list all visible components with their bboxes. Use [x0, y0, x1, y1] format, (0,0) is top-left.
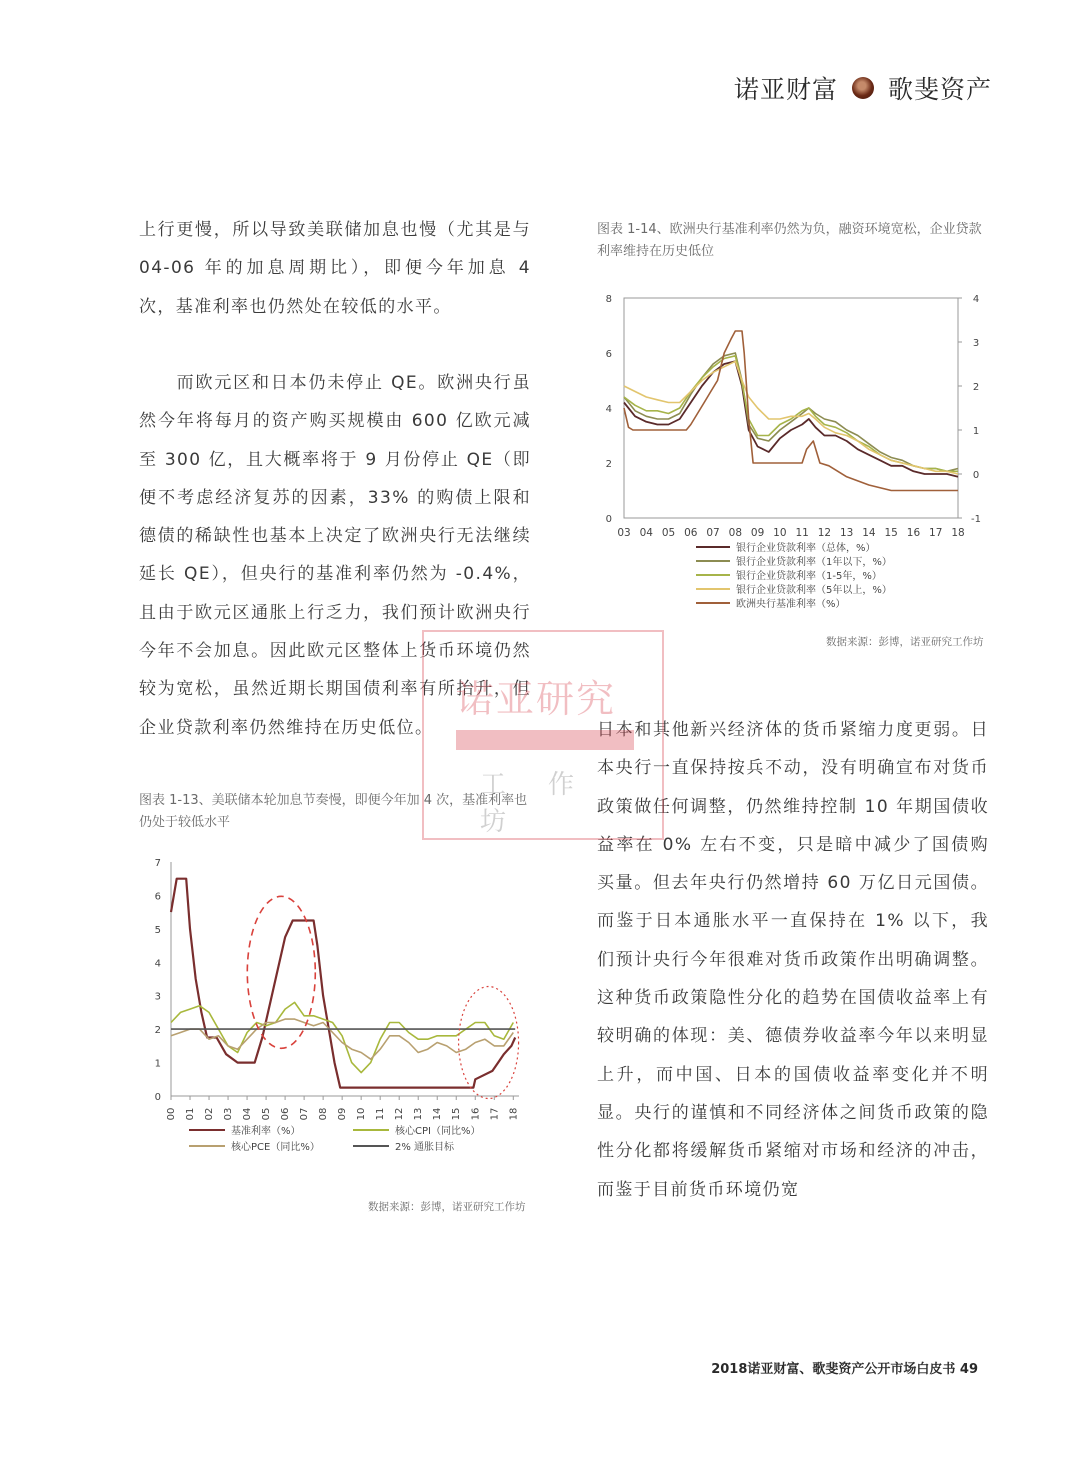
y-right-tick-label: 1 — [972, 426, 980, 437]
legend-label: 基准利率（%） — [231, 1126, 301, 1137]
page-footer — [711, 1358, 978, 1377]
x-tick-label: 10 — [356, 1107, 368, 1121]
x-tick-label: 05 — [261, 1107, 273, 1121]
brand-logo-icon — [852, 77, 874, 99]
brand-right: 歌斐资产 — [887, 75, 992, 104]
legend-label: 银行企业贷款利率（1-5年，%） — [736, 571, 882, 582]
x-tick-label: 05 — [661, 527, 676, 539]
y-tick-label: 6 — [154, 891, 161, 903]
y-left-tick-label: 2 — [605, 459, 612, 470]
legend-label: 银行企业贷款利率（5年以上，%） — [736, 585, 892, 596]
y-left-tick-label: 0 — [605, 514, 612, 525]
y-right-tick-label: 4 — [972, 294, 980, 305]
page-header — [734, 66, 992, 110]
y-tick-label: 2 — [154, 1025, 161, 1037]
x-tick-label: 09 — [337, 1107, 349, 1121]
legend-label: 银行企业贷款利率（总体，%） — [736, 543, 876, 554]
x-tick-label: 14 — [432, 1107, 444, 1121]
x-tick-label: 10 — [773, 527, 787, 539]
watermark-title: 诺亚研究 — [456, 677, 617, 721]
figure14-svg — [590, 284, 1000, 614]
watermark-sub: 工作坊 — [480, 770, 617, 837]
y-left-tick-label: 6 — [605, 349, 612, 360]
x-tick-label: 11 — [375, 1107, 387, 1121]
x-tick-label: 17 — [929, 527, 943, 539]
x-tick-label: 07 — [706, 527, 720, 539]
x-tick-label: 16 — [906, 527, 921, 539]
series-line — [171, 879, 515, 1088]
x-tick-label: 17 — [489, 1107, 501, 1121]
y-left-tick-label: 8 — [605, 294, 612, 305]
figure14-source: 数据来源：彭博，诺亚研究工作坊 — [826, 636, 984, 648]
x-tick-label: 13 — [839, 527, 854, 539]
y-right-tick-label: 3 — [972, 338, 980, 349]
series-line — [171, 1002, 513, 1072]
x-tick-label: 06 — [280, 1107, 292, 1121]
plot-frame — [624, 298, 958, 518]
x-tick-label: 01 — [185, 1107, 197, 1121]
x-tick-label: 00 — [166, 1107, 177, 1121]
page-number: 49 — [959, 1362, 978, 1377]
x-tick-label: 08 — [318, 1107, 330, 1121]
x-tick-label: 06 — [684, 527, 698, 539]
figure13-chart — [139, 850, 539, 1160]
series-line — [171, 1019, 513, 1059]
x-tick-label: 07 — [299, 1107, 311, 1121]
y-tick-label: 0 — [154, 1092, 161, 1103]
x-tick-label: 03 — [617, 527, 631, 539]
left-paragraph-2: 而欧元区和日本仍未停止 QE。欧洲央行虽然今年将每月的资产购买规模由 600 亿欧元减至 300 亿，且大概率将于 9 月份停止 QE（即便不考虑经济复苏的因素，33% 的购债上限和德债的稀缺性也基本上决定了欧洲央行无法继续延长 QE），但央行的基准利率仍然为 -0.4%，且由于欧元区通胀上行乏力，我们预计欧洲央行今年不会加息。因此欧元区整体上货币环境仍然较为宽松，虽然近期长期国债利率有所抬升，但企业贷款利率仍然维持在历史低位。 — [139, 373, 531, 738]
x-tick-label: 08 — [728, 527, 743, 539]
legend-label: 2% 通胀目标 — [395, 1142, 455, 1153]
y-left-tick-label: 4 — [605, 404, 612, 415]
series-line — [624, 356, 958, 472]
x-tick-label: 09 — [750, 527, 765, 539]
x-tick-label: 13 — [413, 1107, 425, 1121]
x-tick-label: 03 — [223, 1107, 235, 1121]
x-tick-label: 02 — [204, 1107, 216, 1121]
legend-label: 核心CPI（同比%） — [395, 1126, 481, 1137]
y-tick-label: 3 — [154, 991, 161, 1003]
x-tick-label: 18 — [508, 1107, 520, 1121]
y-right-tick-label: 0 — [972, 470, 980, 481]
brand-left: 诺亚财富 — [733, 75, 838, 104]
series-line — [624, 361, 958, 474]
legend-label: 银行企业贷款利率（1年以下，%） — [736, 557, 892, 568]
figure13-svg — [139, 850, 539, 1160]
y-right-tick-label: 2 — [972, 382, 980, 393]
series-line — [624, 353, 958, 471]
x-tick-label: 11 — [795, 527, 809, 539]
x-tick-label: 12 — [394, 1107, 406, 1121]
x-tick-label: 04 — [639, 527, 653, 539]
highlight-ellipse-2004 — [247, 896, 315, 1048]
x-tick-label: 16 — [470, 1107, 482, 1121]
x-tick-label: 15 — [451, 1107, 463, 1121]
x-tick-label: 14 — [862, 527, 876, 539]
legend-label: 欧洲央行基准利率（%） — [736, 599, 846, 610]
figure13-source: 数据来源：彭博，诺亚研究工作坊 — [368, 1201, 526, 1213]
y-tick-label: 5 — [154, 924, 161, 936]
figure14-chart — [590, 284, 1000, 614]
x-tick-label: 12 — [817, 527, 832, 539]
y-tick-label: 4 — [154, 958, 161, 970]
y-tick-label: 1 — [154, 1058, 161, 1070]
y-right-tick-label: -1 — [971, 514, 981, 525]
figure14-caption: 图表 1-14、欧洲央行基准利率仍然为负，融资环境宽松，企业贷款利率维持在历史低位 — [597, 222, 982, 259]
x-tick-label: 18 — [951, 527, 965, 539]
left-paragraph-1: 上行更慢，所以导致美联储加息也慢（尤其是与 04-06 年的加息周期比），即便今年加息 4 次，基准利率也仍然处在较低的水平。 — [139, 220, 531, 317]
legend-label: 核心PCE（同比%） — [231, 1142, 320, 1153]
x-tick-label: 15 — [884, 527, 898, 539]
figure13-caption: 图表 1-13、美联储本轮加息节奏慢，即便今年加 4 次，基准利率也仍处于较低水平 — [139, 793, 528, 830]
y-tick-label: 7 — [154, 858, 161, 869]
x-tick-label: 04 — [242, 1107, 254, 1121]
footer-title: 2018诺亚财富、歌斐资产公开市场白皮书 — [711, 1362, 956, 1377]
right-paragraph-1: 日本和其他新兴经济体的货币紧缩力度更弱。日本央行一直保持按兵不动，没有明确宣布对货币政策做任何调整，仍然维持控制 10 年期国债收益率在 0% 左右不变，只是暗中减少了国债购买量。但去年央行仍然增持 60 万亿日元国债。而鉴于日本通胀水平一直保持在 1% 以下，我们预计央行今年很难对货币政策作出明确调整。这种货币政策隐性分化的趋势在国债收益率上有较明确的体现：美、德债券收益率今年以来明显上升，而中国、日本的国债收益率变化并不明显。央行的谨慎和不同经济体之间货币政策的隐性分化都将缓解货币紧缩对市场和经济的冲击，而鉴于目前货币环境仍宽 — [597, 720, 989, 1200]
